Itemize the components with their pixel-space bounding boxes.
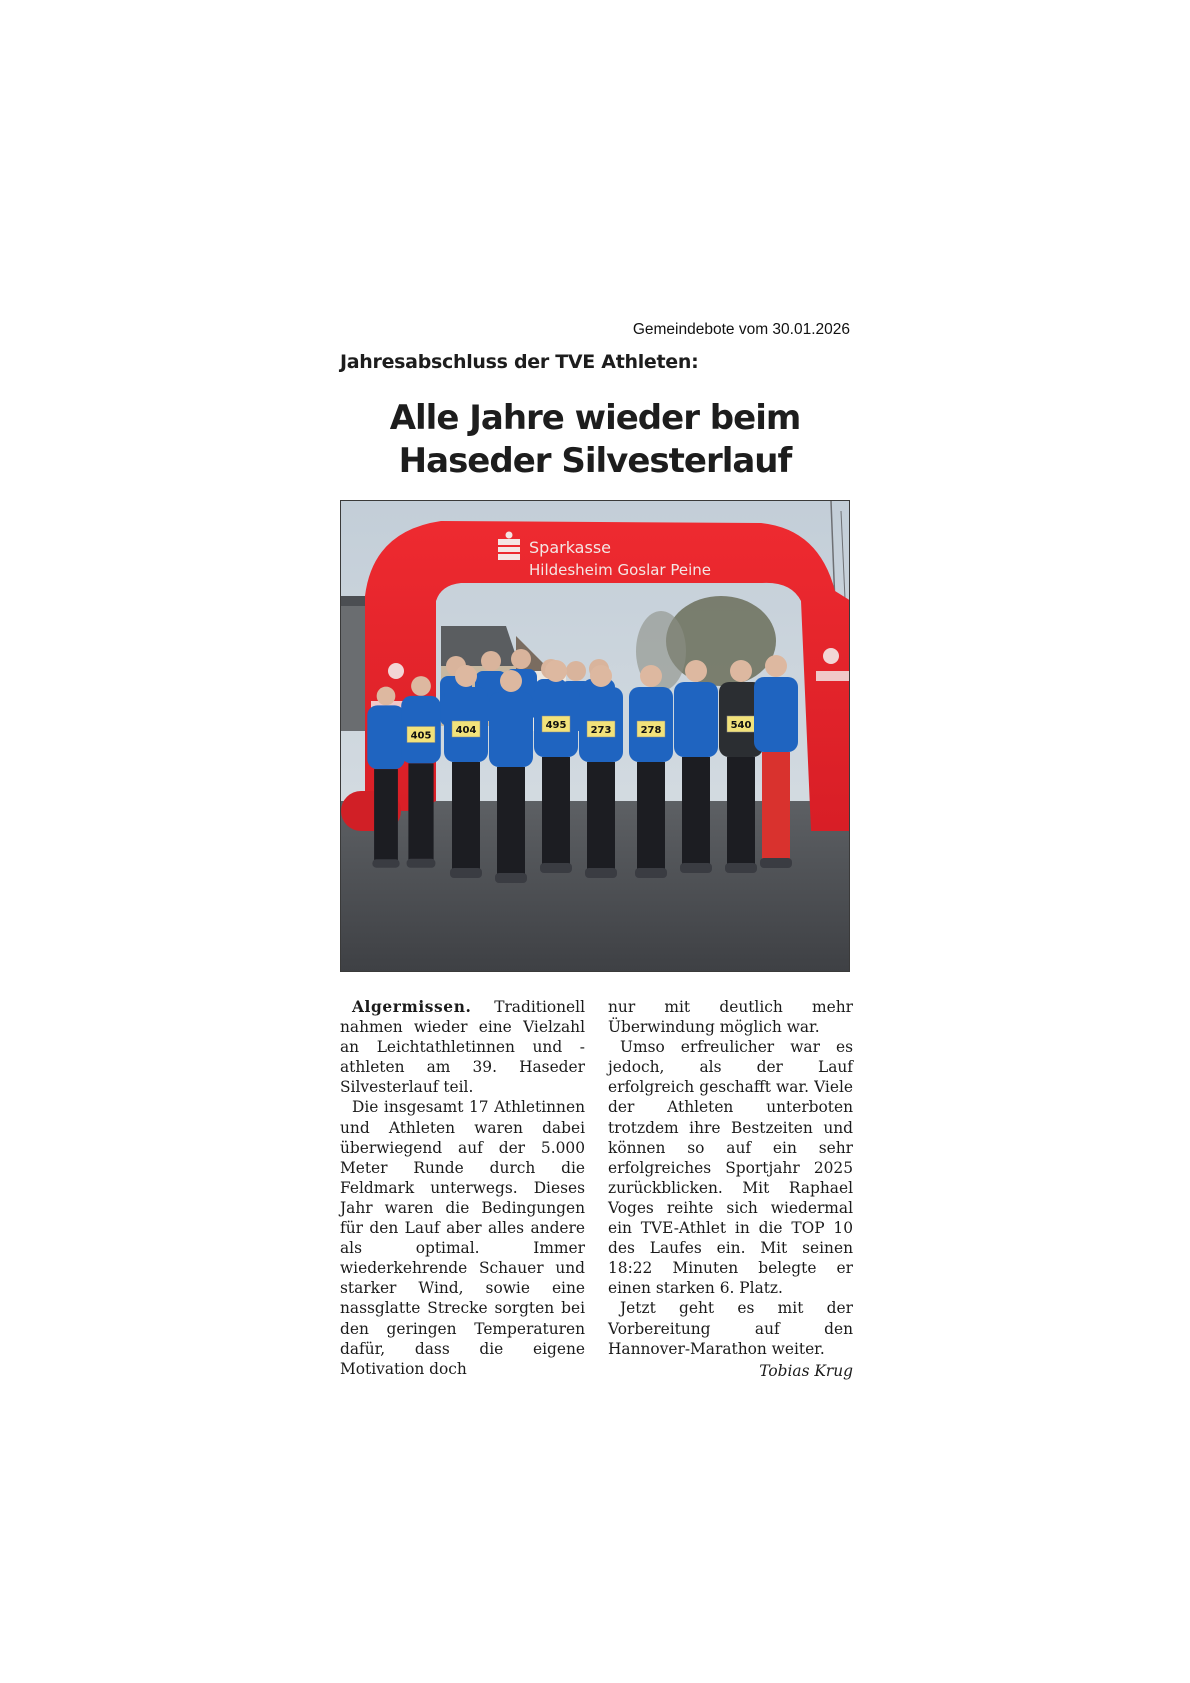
runner-shoes	[450, 868, 482, 878]
runner-shoes	[372, 859, 399, 868]
runner-head	[455, 665, 477, 687]
runner-legs	[682, 757, 710, 867]
runner-head	[545, 660, 567, 682]
runner-legs	[587, 762, 615, 872]
paragraph-text: Traditionell nahmen wieder eine Vielzahl an Leichtathletinnen und -athleten am 39. Haseder Silvesterlauf teil.	[340, 998, 585, 1097]
banner-line-1: Sparkasse	[529, 538, 611, 557]
runner-jacket	[754, 677, 798, 752]
runner-shoes	[680, 863, 712, 873]
runner-shoes	[760, 858, 792, 868]
paragraph: Die insgesamt 17 Athletinnen und Athleten waren dabei überwiegend auf der 5.000 Meter Runde durch die Feldmark unterwegs. Dieses Jahr waren die Bedingungen für den Lauf aber alles andere als optimal. Immer wiederkehrende Schauer und starker Wind, sowie eine nassglatte Strecke sorgten bei den geringen Temperaturen dafür, dass die eigene Motivation doch	[340, 1098, 585, 1378]
runner-legs	[637, 762, 665, 872]
paragraph: Umso erfreulicher war es jedoch, als der Lauf erfolgreich geschafft war. Viele der Athleten unterboten trotzdem ihre Bestzeiten und können so auf ein sehr erfolgreiches Sportjahr 2025 zurückblicken. Mit Raphael Voges reihte sich wiedermal ein TVE-Athlet in die TOP 10 des Laufes ein. Mit seinen 18:22 Minuten belegte er einen starken 6. Platz.	[608, 1038, 853, 1298]
runner-jacket	[674, 682, 718, 757]
runner-head	[685, 660, 707, 682]
banner-line-2: Hildesheim Goslar Peine	[529, 561, 712, 579]
headline	[340, 397, 850, 483]
race-bib-number: 278	[640, 725, 662, 736]
runner-head	[730, 660, 752, 682]
runner-shoes	[495, 873, 527, 883]
runner-legs	[542, 757, 570, 867]
article-photo	[340, 500, 850, 972]
runner-head	[566, 661, 586, 681]
article-column-2	[608, 997, 853, 1381]
headline-line-2: Haseder Silvesterlauf	[398, 441, 792, 481]
runner-shoes	[407, 859, 436, 868]
runner-head	[377, 687, 396, 706]
race-bib-number: 405	[410, 730, 432, 742]
runner-head	[511, 649, 531, 669]
race-bib-number: 404	[455, 725, 477, 736]
paragraph	[340, 997, 585, 1097]
runner-jacket	[367, 705, 404, 769]
runner-shoes	[635, 868, 667, 878]
race-bib-number: 540	[730, 720, 752, 731]
source-line: Gemeindebote vom 30.01.2026	[632, 321, 850, 338]
author-byline: Tobias Krug	[759, 1361, 853, 1380]
runner-head	[590, 665, 612, 687]
runner-shoes	[725, 863, 757, 873]
runner-legs	[408, 763, 433, 862]
race-bib-number: 273	[590, 725, 612, 736]
kicker: Jahresabschluss der TVE Athleten:	[340, 351, 699, 373]
runner-shoes	[585, 868, 617, 878]
race-bib-number: 495	[545, 720, 567, 731]
runner-head	[765, 655, 787, 677]
runner-head	[640, 665, 662, 687]
dateline: Algermissen.	[352, 998, 472, 1016]
article-column-1	[340, 997, 585, 1379]
runner-head	[411, 676, 431, 696]
runner-head	[500, 670, 522, 692]
runner-legs	[374, 769, 398, 863]
runner-legs	[497, 767, 525, 877]
runner-jacket	[489, 692, 533, 767]
runner-shoes	[540, 863, 572, 873]
paragraph: Jetzt geht es mit der Vorbereitung auf den Hannover-Marathon weiter.	[608, 1299, 853, 1358]
runner-head	[481, 651, 501, 671]
headline-line-1: Alle Jahre wieder beim	[389, 398, 801, 438]
paragraph: nur mit deutlich mehr Überwindung möglich war.	[608, 998, 853, 1037]
runner-legs	[762, 752, 790, 862]
runner-legs	[727, 757, 755, 867]
runner-legs	[452, 762, 480, 872]
